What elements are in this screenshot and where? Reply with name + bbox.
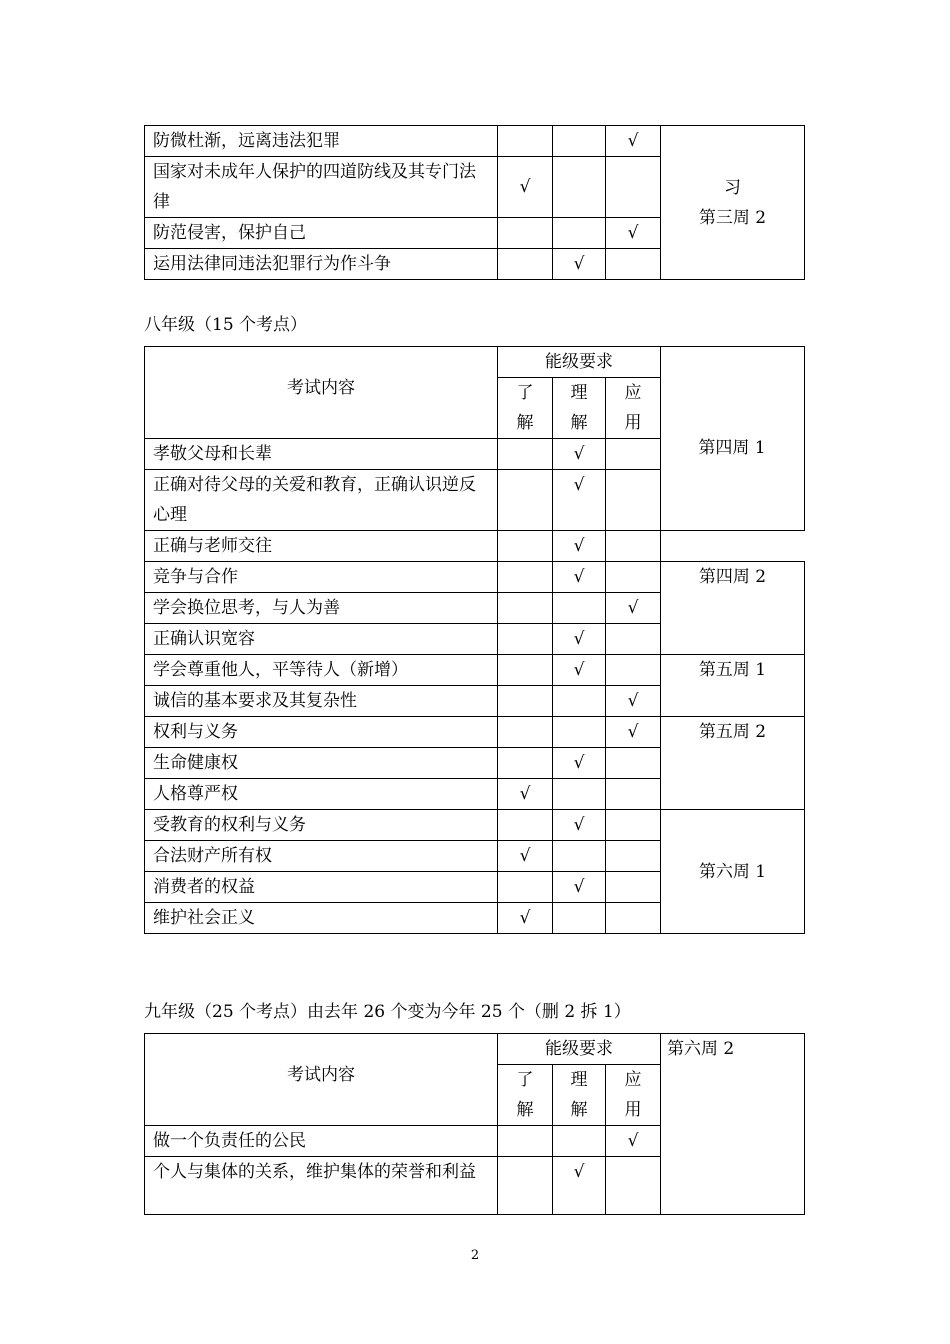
ying-cell [606,157,661,218]
liao-cell [498,655,553,686]
li-cell: √ [553,810,606,841]
li-cell [553,841,606,872]
ying-cell: √ [606,717,661,748]
liao-cell [498,1126,553,1157]
content-cell: 权利与义务 [145,717,498,748]
ying-cell [606,624,661,655]
li-cell: √ [553,470,606,531]
ying-cell [606,903,661,934]
ying-cell [606,748,661,779]
li-cell [553,903,606,934]
header-content: 考试内容 [145,347,498,439]
ying-cell [606,655,661,686]
li-cell [553,686,606,717]
liao-cell [498,531,553,562]
li-cell: √ [553,655,606,686]
content-cell: 防微杜渐，远离违法犯罪 [145,126,498,157]
ying-cell [606,779,661,810]
header-level: 能级要求 [498,1034,661,1065]
content-cell: 孝敬父母和长辈 [145,439,498,470]
li-cell [553,157,606,218]
liao-cell [498,439,553,470]
header-li: 理 解 [553,378,606,439]
liao-cell [498,717,553,748]
liao-cell [498,686,553,717]
week-line1: 习 [724,177,741,198]
ying-cell [606,531,661,562]
ying-cell [606,1157,661,1215]
ying-cell: √ [606,593,661,624]
content-cell: 做一个负责任的公民 [145,1126,498,1157]
week-cell: 第五周 1 [661,655,805,717]
content-cell: 学会换位思考，与人为善 [145,593,498,624]
liao-cell [498,470,553,531]
week-cell: 第六周 2 [661,1034,805,1215]
content-cell: 消费者的权益 [145,872,498,903]
ying-cell [606,470,661,531]
header-level: 能级要求 [498,347,661,378]
liao-cell [498,249,553,280]
week-cell: 第五周 2 [661,717,805,810]
week-cell: 第四周 2 [661,562,805,655]
header-ying: 应 用 [606,378,661,439]
liao-cell [498,593,553,624]
li-cell [553,779,606,810]
ying-cell: √ [606,126,661,157]
content-cell: 正确认识宽容 [145,624,498,655]
content-cell: 防范侵害，保护自己 [145,218,498,249]
ying-cell [606,841,661,872]
liao-cell [498,748,553,779]
grade8-table [144,346,805,934]
content-cell: 正确对待父母的关爱和教育，正确认识逆反心理 [145,470,498,531]
liao-cell: √ [498,903,553,934]
liao-cell: √ [498,157,553,218]
header-liao: 了 解 [498,1065,553,1126]
liao-cell: √ [498,779,553,810]
content-cell: 维护社会正义 [145,903,498,934]
ying-cell [606,562,661,593]
ying-cell: √ [606,686,661,717]
week-line2: 第三周 2 [698,207,767,228]
header-ying: 应 用 [606,1065,661,1126]
content-cell: 生命健康权 [145,748,498,779]
content-cell: 人格尊严权 [145,779,498,810]
li-cell [553,593,606,624]
ying-cell [606,872,661,903]
li-cell [553,1126,606,1157]
grade8-label: 八年级（15 个考点） [144,315,308,335]
li-cell: √ [553,748,606,779]
li-cell: √ [553,439,606,470]
week-cell [661,126,805,280]
li-cell [553,218,606,249]
liao-cell [498,810,553,841]
ying-cell: √ [606,1126,661,1157]
content-cell: 正确与老师交往 [145,531,498,562]
ying-cell: √ [606,218,661,249]
liao-cell [498,1157,553,1215]
li-cell: √ [553,872,606,903]
ying-cell [606,439,661,470]
liao-cell [498,126,553,157]
ying-cell [606,810,661,841]
content-cell: 受教育的权利与义务 [145,810,498,841]
content-cell: 国家对未成年人保护的四道防线及其专门法律 [145,157,498,218]
li-cell: √ [553,624,606,655]
header-content: 考试内容 [145,1034,498,1126]
li-cell: √ [553,562,606,593]
li-cell: √ [553,249,606,280]
li-cell [553,126,606,157]
content-cell: 诚信的基本要求及其复杂性 [145,686,498,717]
li-cell: √ [553,1157,606,1215]
liao-cell [498,218,553,249]
week-label-first: 第四周 1 [698,438,766,458]
li-cell: √ [553,531,606,562]
liao-cell [498,872,553,903]
content-cell: 个人与集体的关系，维护集体的荣誉和利益 [145,1157,498,1215]
liao-cell [498,624,553,655]
content-cell: 竞争与合作 [145,562,498,593]
content-cell: 运用法律同违法犯罪行为作斗争 [145,249,498,280]
ying-cell [606,249,661,280]
header-liao: 了 解 [498,378,553,439]
liao-cell: √ [498,841,553,872]
week-cell: 第六周 1 [661,810,805,934]
content-cell: 合法财产所有权 [145,841,498,872]
header-li: 理 解 [553,1065,606,1126]
liao-cell [498,562,553,593]
grade9-table [144,1033,805,1215]
grade9-label: 九年级（25 个考点）由去年 26 个变为今年 25 个（删 2 拆 1） [144,1002,631,1022]
content-cell: 学会尊重他人，平等待人（新增） [145,655,498,686]
page-number: 2 [470,1248,480,1263]
grade7-tail-table [144,125,805,280]
li-cell [553,717,606,748]
